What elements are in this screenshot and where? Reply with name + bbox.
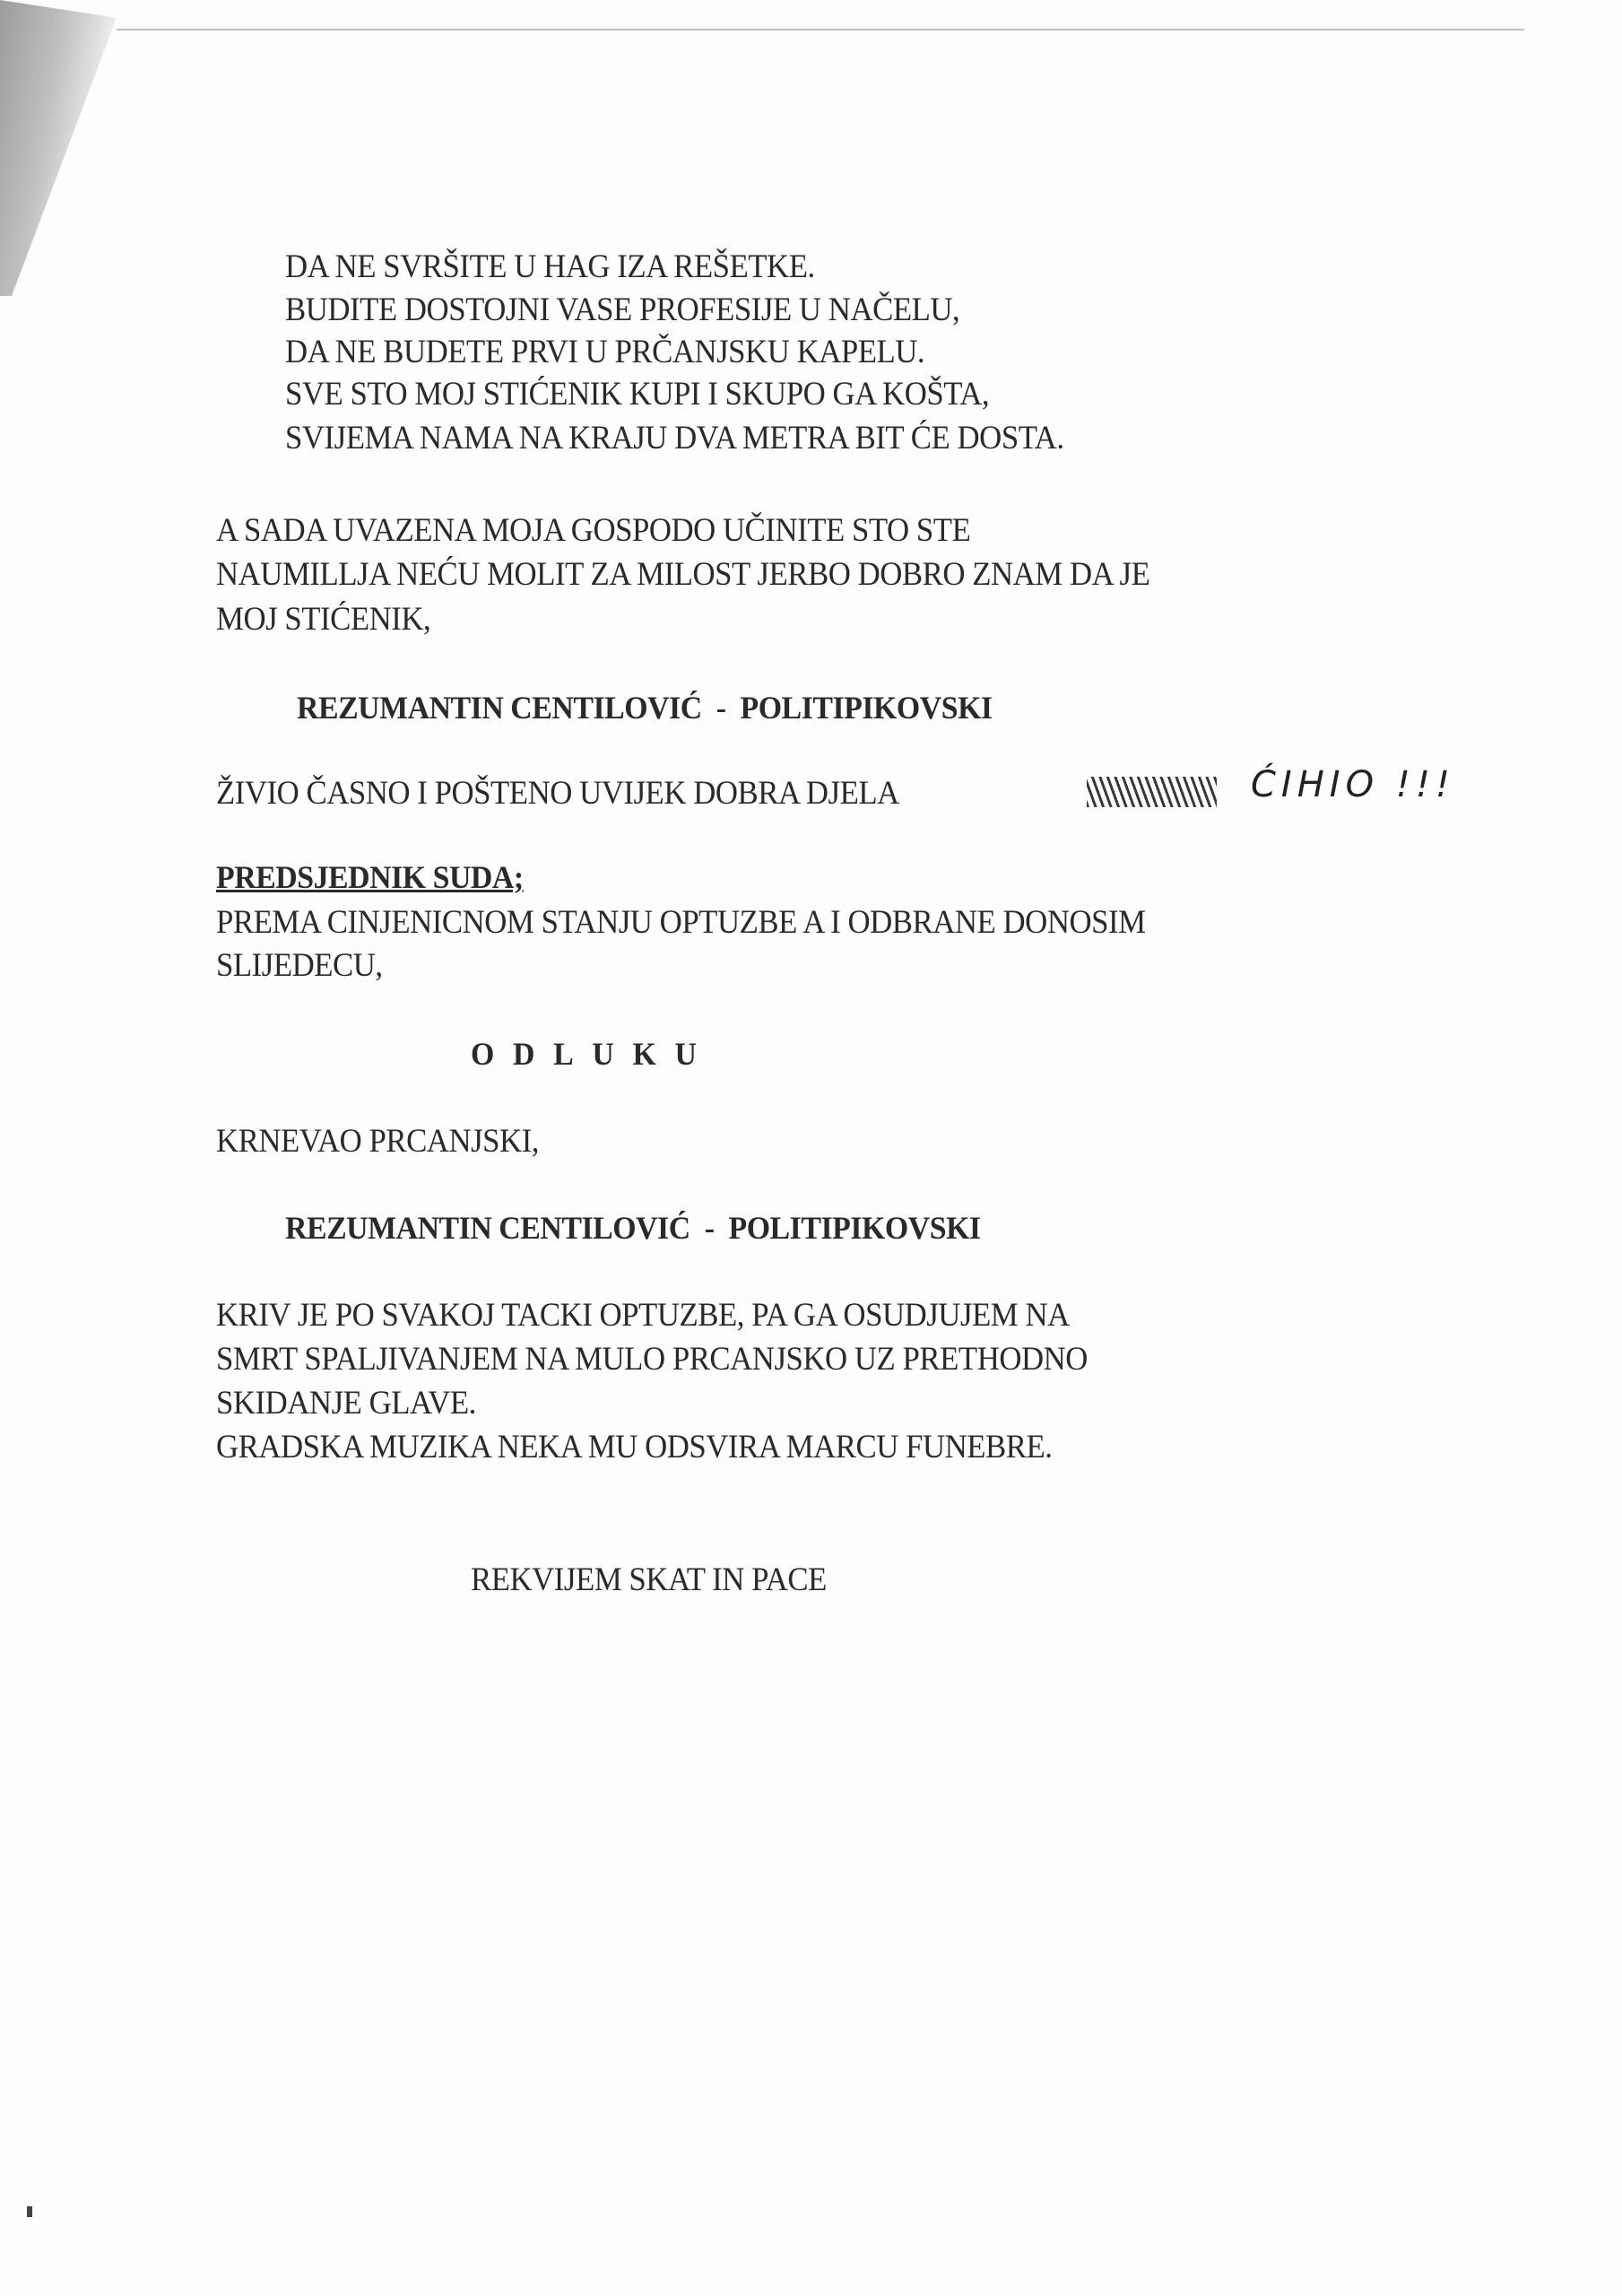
verse-line: DA NE BUDETE PRVI U PRČANJSKU KAPELU. (285, 334, 925, 370)
plea-line: MOJ STIĆENIK, (216, 601, 431, 638)
accused-name: REZUMANTIN CENTILOVIĆ - POLITIPIKOVSKI (297, 690, 993, 726)
verse-line: DA NE SVRŠITE U HAG IZA REŠETKE. (285, 248, 815, 285)
lived-line: ŽIVIO ČASNO I POŠTENO UVIJEK DOBRA DJELA (216, 775, 899, 812)
verdict-line: SKIDANJE GLAVE. (216, 1385, 476, 1422)
judge-text-line: PREMA CINJENICNOM STANJU OPTUZBE A I ODBRANE DONOSIM (216, 904, 1146, 941)
plea-line: A SADA UVAZENA MOJA GOSPODO UČINITE STO STE (216, 512, 971, 549)
verse-line: SVIJEMA NAMA NA KRAJU DVA METRA BIT ĆE DOSTA. (285, 420, 1064, 457)
verdict-line: SMRT SPALJIVANJEM NA MULO PRCANJSKO UZ PRETHODNO (216, 1341, 1088, 1378)
closing-line: REKVIJEM SKAT IN PACE (471, 1561, 827, 1598)
plea-line: NAUMILLJA NEĆU MOLIT ZA MILOST JERBO DOBRO ZNAM DA JE (216, 556, 1150, 593)
handwritten-note: ĆIHIO !!! (1251, 764, 1455, 805)
verdict-line: GRADSKA MUZIKA NEKA MU ODSVIRA MARCU FUNEBRE. (216, 1429, 1053, 1465)
judge-text-line: SLIJEDECU, (216, 947, 383, 984)
scan-mark (27, 2206, 32, 2217)
scan-shadow (0, 0, 117, 296)
verdict-line: KRIV JE PO SVAKOJ TACKI OPTUZBE, PA GA OSUDJUJEM NA (216, 1297, 1070, 1334)
verse-line: SVE STO MOJ STIĆENIK KUPI I SKUPO GA KOŠTA, (285, 376, 990, 413)
verse-line: BUDITE DOSTOJNI VASE PROFESIJE U NAČELU, (285, 291, 960, 328)
scan-edge-line (117, 29, 1524, 30)
judge-heading: PREDSJEDNIK SUDA; (216, 859, 524, 895)
accused-name: REZUMANTIN CENTILOVIĆ - POLITIPIKOVSKI (285, 1210, 981, 1246)
crossed-out-word (1087, 777, 1217, 807)
accused-intro: KRNEVAO PRCANJSKI, (216, 1123, 540, 1160)
decision-heading: ODLUKU (471, 1036, 716, 1072)
